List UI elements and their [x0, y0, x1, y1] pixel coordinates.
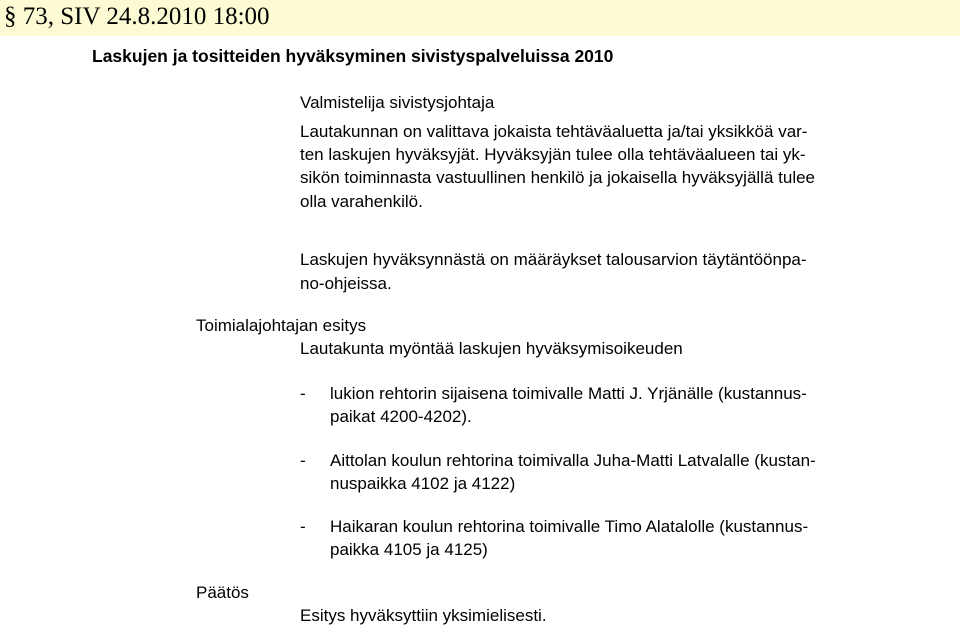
list-item-1-line2: paikat 4200-4202). — [330, 407, 472, 426]
list-item-3-line2: paikka 4105 ja 4125) — [330, 540, 488, 559]
document-title: Laskujen ja tositteiden hyväksyminen sivistyspalveluissa 2010 — [92, 46, 614, 66]
list-item-1-line1: lukion rehtorin sijaisena toimivalle Matti J. Yrjänälle (kustannus- — [330, 384, 807, 403]
list-item-2-line1: Aittolan koulun rehtorina toimivalla Juha-Matti Latvalalle (kustan- — [330, 451, 816, 470]
decision-label: Päätös — [196, 583, 249, 602]
list-bullet: - — [300, 451, 306, 470]
proposal-label: Toimialajohtajan esitys — [196, 316, 367, 335]
list-item-3-line1: Haikaran koulun rehtorina toimivalle Timo Alatalolle (kustannus- — [330, 517, 809, 536]
paragraph1-line2: ten laskujen hyväksyjät. Hyväksyjän tulee olla tehtäväalueen tai yk- — [300, 145, 806, 164]
paragraph2-line2: no-ohjeissa. — [300, 274, 392, 293]
paragraph1-line1: Lautakunnan on valittava jokaista tehtäväaluetta ja/tai yksikköä var- — [300, 122, 808, 141]
section-title: § 73, SIV 24.8.2010 18:00 — [4, 3, 270, 30]
preparer-line: Valmistelija sivistysjohtaja — [300, 93, 495, 112]
proposal-intro: Lautakunta myöntää laskujen hyväksymisoikeuden — [300, 339, 683, 358]
paragraph1-line3: sikön toiminnasta vastuullinen henkilö ja jokaisella hyväksyjällä tulee — [300, 168, 816, 187]
list-bullet: - — [300, 384, 306, 403]
list-item-2-line2: nuspaikka 4102 ja 4122) — [330, 474, 516, 493]
decision-text: Esitys hyväksyttiin yksimielisesti. — [300, 606, 547, 625]
section-header — [0, 0, 960, 36]
paragraph1-line4: olla varahenkilö. — [300, 192, 423, 211]
paragraph2-line1: Laskujen hyväksynnästä on määräykset talousarvion täytäntöönpa- — [300, 250, 807, 269]
list-bullet: - — [300, 517, 306, 536]
